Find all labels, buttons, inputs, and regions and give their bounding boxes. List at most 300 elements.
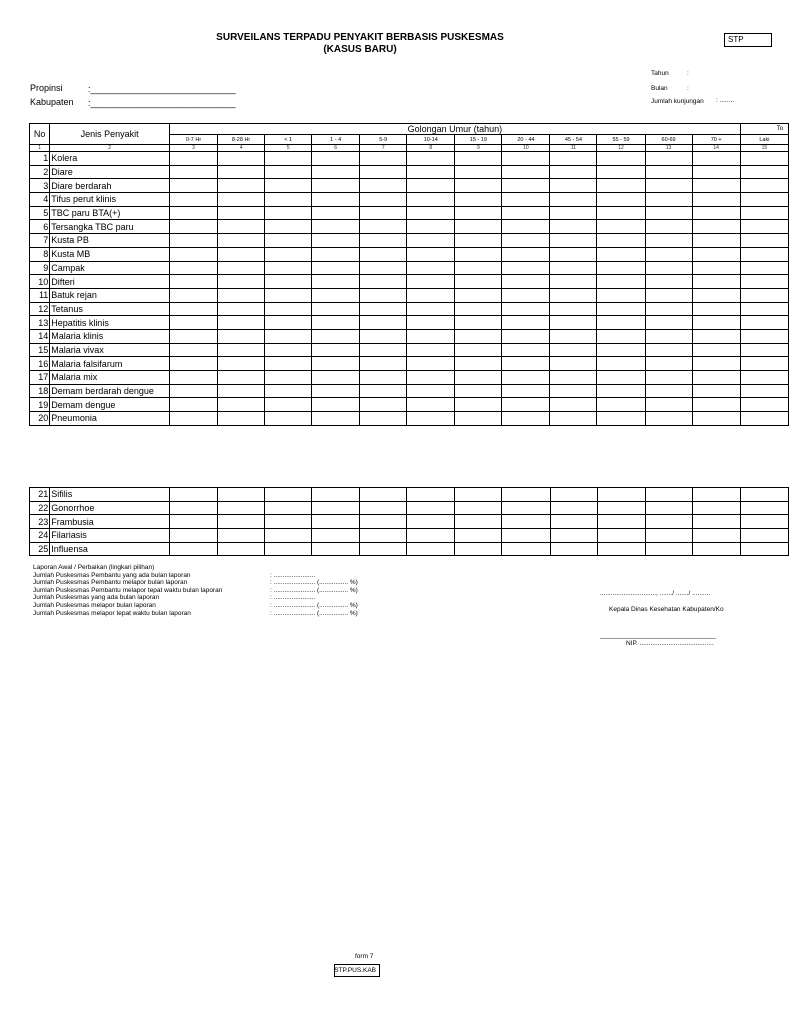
- case-count-cell[interactable]: [502, 329, 550, 343]
- case-count-cell[interactable]: [218, 234, 265, 248]
- case-count-cell[interactable]: [407, 515, 455, 529]
- case-count-cell[interactable]: [407, 542, 455, 556]
- case-count-cell[interactable]: [407, 412, 455, 426]
- case-count-cell[interactable]: [645, 398, 692, 412]
- case-count-cell[interactable]: [692, 234, 740, 248]
- case-count-cell[interactable]: [645, 179, 692, 193]
- case-count-cell[interactable]: [550, 275, 597, 289]
- case-count-cell[interactable]: [312, 179, 360, 193]
- case-count-cell[interactable]: [407, 234, 455, 248]
- case-count-cell[interactable]: [218, 488, 265, 502]
- case-count-cell[interactable]: [692, 501, 740, 515]
- case-count-cell[interactable]: [265, 529, 312, 543]
- case-count-cell[interactable]: [455, 488, 502, 502]
- case-count-cell[interactable]: [502, 165, 550, 179]
- case-count-cell[interactable]: [170, 542, 218, 556]
- case-count-cell[interactable]: [312, 247, 360, 261]
- case-count-cell[interactable]: [502, 343, 550, 357]
- case-count-cell[interactable]: [312, 398, 360, 412]
- case-count-cell[interactable]: [170, 275, 218, 289]
- case-count-cell[interactable]: [740, 488, 788, 502]
- case-count-cell[interactable]: [692, 529, 740, 543]
- case-count-cell[interactable]: [265, 288, 312, 302]
- case-count-cell[interactable]: [692, 288, 740, 302]
- case-count-cell[interactable]: [597, 165, 645, 179]
- footer-value[interactable]: : .......................: [270, 571, 316, 579]
- case-count-cell[interactable]: [740, 501, 788, 515]
- case-count-cell[interactable]: [502, 206, 550, 220]
- case-count-cell[interactable]: [692, 488, 740, 502]
- case-count-cell[interactable]: [692, 206, 740, 220]
- case-count-cell[interactable]: [218, 165, 265, 179]
- case-count-cell[interactable]: [692, 357, 740, 371]
- case-count-cell[interactable]: [597, 371, 645, 385]
- case-count-cell[interactable]: [597, 234, 645, 248]
- footer-value[interactable]: : ....................... (................ %): [270, 609, 358, 617]
- case-count-cell[interactable]: [692, 398, 740, 412]
- case-count-cell[interactable]: [360, 206, 407, 220]
- case-count-cell[interactable]: [265, 488, 312, 502]
- case-count-cell[interactable]: [407, 398, 455, 412]
- case-count-cell[interactable]: [360, 515, 407, 529]
- case-count-cell[interactable]: [265, 357, 312, 371]
- case-count-cell[interactable]: [740, 529, 788, 543]
- case-count-cell[interactable]: [550, 261, 597, 275]
- case-count-cell[interactable]: [360, 542, 407, 556]
- case-count-cell[interactable]: [597, 193, 645, 207]
- case-count-cell[interactable]: [170, 316, 218, 330]
- case-count-cell[interactable]: [312, 302, 360, 316]
- case-count-cell[interactable]: [360, 488, 407, 502]
- case-count-cell[interactable]: [740, 302, 788, 316]
- case-count-cell[interactable]: [645, 152, 692, 166]
- case-count-cell[interactable]: [597, 316, 645, 330]
- case-count-cell[interactable]: [740, 371, 788, 385]
- case-count-cell[interactable]: [455, 371, 502, 385]
- case-count-cell[interactable]: [218, 412, 265, 426]
- case-count-cell[interactable]: [692, 261, 740, 275]
- case-count-cell[interactable]: [455, 529, 502, 543]
- case-count-cell[interactable]: [550, 529, 597, 543]
- case-count-cell[interactable]: [502, 220, 550, 234]
- case-count-cell[interactable]: [597, 179, 645, 193]
- case-count-cell[interactable]: [455, 193, 502, 207]
- case-count-cell[interactable]: [360, 247, 407, 261]
- case-count-cell[interactable]: [265, 329, 312, 343]
- case-count-cell[interactable]: [692, 275, 740, 289]
- case-count-cell[interactable]: [502, 261, 550, 275]
- case-count-cell[interactable]: [407, 206, 455, 220]
- case-count-cell[interactable]: [170, 343, 218, 357]
- case-count-cell[interactable]: [407, 220, 455, 234]
- case-count-cell[interactable]: [645, 220, 692, 234]
- case-count-cell[interactable]: [407, 165, 455, 179]
- case-count-cell[interactable]: [502, 398, 550, 412]
- case-count-cell[interactable]: [692, 515, 740, 529]
- case-count-cell[interactable]: [407, 371, 455, 385]
- case-count-cell[interactable]: [218, 398, 265, 412]
- province-field[interactable]: :_____________________________: [88, 84, 236, 94]
- case-count-cell[interactable]: [218, 371, 265, 385]
- case-count-cell[interactable]: [550, 288, 597, 302]
- footer-value[interactable]: : ....................... (................ %): [270, 601, 358, 609]
- case-count-cell[interactable]: [502, 179, 550, 193]
- case-count-cell[interactable]: [740, 398, 788, 412]
- case-count-cell[interactable]: [645, 501, 692, 515]
- case-count-cell[interactable]: [597, 275, 645, 289]
- case-count-cell[interactable]: [312, 152, 360, 166]
- case-count-cell[interactable]: [265, 179, 312, 193]
- case-count-cell[interactable]: [312, 529, 360, 543]
- case-count-cell[interactable]: [455, 165, 502, 179]
- place-date-field[interactable]: ..............................., ......./ ......./ ..........: [600, 590, 711, 597]
- case-count-cell[interactable]: [597, 329, 645, 343]
- case-count-cell[interactable]: [265, 275, 312, 289]
- case-count-cell[interactable]: [312, 329, 360, 343]
- case-count-cell[interactable]: [407, 316, 455, 330]
- case-count-cell[interactable]: [312, 412, 360, 426]
- case-count-cell[interactable]: [218, 329, 265, 343]
- case-count-cell[interactable]: [692, 302, 740, 316]
- case-count-cell[interactable]: [170, 488, 218, 502]
- case-count-cell[interactable]: [265, 193, 312, 207]
- case-count-cell[interactable]: [740, 288, 788, 302]
- case-count-cell[interactable]: [502, 234, 550, 248]
- case-count-cell[interactable]: [455, 302, 502, 316]
- case-count-cell[interactable]: [218, 261, 265, 275]
- case-count-cell[interactable]: [455, 179, 502, 193]
- case-count-cell[interactable]: [455, 275, 502, 289]
- case-count-cell[interactable]: [218, 343, 265, 357]
- case-count-cell[interactable]: [692, 343, 740, 357]
- case-count-cell[interactable]: [265, 316, 312, 330]
- case-count-cell[interactable]: [740, 165, 788, 179]
- case-count-cell[interactable]: [740, 234, 788, 248]
- case-count-cell[interactable]: [360, 357, 407, 371]
- case-count-cell[interactable]: [740, 275, 788, 289]
- case-count-cell[interactable]: [740, 179, 788, 193]
- case-count-cell[interactable]: [407, 329, 455, 343]
- case-count-cell[interactable]: [170, 529, 218, 543]
- case-count-cell[interactable]: [502, 515, 550, 529]
- case-count-cell[interactable]: [170, 501, 218, 515]
- case-count-cell[interactable]: [455, 542, 502, 556]
- case-count-cell[interactable]: [218, 193, 265, 207]
- case-count-cell[interactable]: [170, 371, 218, 385]
- case-count-cell[interactable]: [312, 488, 360, 502]
- case-count-cell[interactable]: [550, 412, 597, 426]
- case-count-cell[interactable]: [597, 529, 645, 543]
- case-count-cell[interactable]: [740, 329, 788, 343]
- case-count-cell[interactable]: [170, 220, 218, 234]
- case-count-cell[interactable]: [740, 542, 788, 556]
- case-count-cell[interactable]: [218, 384, 265, 398]
- case-count-cell[interactable]: [692, 412, 740, 426]
- case-count-cell[interactable]: [502, 488, 550, 502]
- case-count-cell[interactable]: [218, 247, 265, 261]
- case-count-cell[interactable]: [455, 412, 502, 426]
- case-count-cell[interactable]: [740, 357, 788, 371]
- case-count-cell[interactable]: [692, 316, 740, 330]
- case-count-cell[interactable]: [645, 165, 692, 179]
- case-count-cell[interactable]: [740, 515, 788, 529]
- case-count-cell[interactable]: [692, 542, 740, 556]
- case-count-cell[interactable]: [502, 371, 550, 385]
- case-count-cell[interactable]: [645, 316, 692, 330]
- case-count-cell[interactable]: [407, 152, 455, 166]
- case-count-cell[interactable]: [645, 488, 692, 502]
- case-count-cell[interactable]: [597, 488, 645, 502]
- case-count-cell[interactable]: [550, 398, 597, 412]
- case-count-cell[interactable]: [218, 529, 265, 543]
- case-count-cell[interactable]: [550, 247, 597, 261]
- case-count-cell[interactable]: [407, 288, 455, 302]
- year-field[interactable]: :: [687, 70, 689, 77]
- case-count-cell[interactable]: [692, 384, 740, 398]
- case-count-cell[interactable]: [502, 302, 550, 316]
- case-count-cell[interactable]: [692, 371, 740, 385]
- case-count-cell[interactable]: [692, 165, 740, 179]
- case-count-cell[interactable]: [360, 193, 407, 207]
- case-count-cell[interactable]: [502, 288, 550, 302]
- case-count-cell[interactable]: [597, 220, 645, 234]
- case-count-cell[interactable]: [550, 357, 597, 371]
- footer-value[interactable]: : ....................... (................ %): [270, 579, 358, 587]
- case-count-cell[interactable]: [407, 384, 455, 398]
- case-count-cell[interactable]: [170, 247, 218, 261]
- case-count-cell[interactable]: [502, 384, 550, 398]
- case-count-cell[interactable]: [170, 206, 218, 220]
- case-count-cell[interactable]: [597, 152, 645, 166]
- case-count-cell[interactable]: [265, 542, 312, 556]
- case-count-cell[interactable]: [740, 343, 788, 357]
- case-count-cell[interactable]: [645, 371, 692, 385]
- case-count-cell[interactable]: [550, 515, 597, 529]
- case-count-cell[interactable]: [218, 220, 265, 234]
- case-count-cell[interactable]: [218, 501, 265, 515]
- case-count-cell[interactable]: [550, 343, 597, 357]
- case-count-cell[interactable]: [455, 384, 502, 398]
- case-count-cell[interactable]: [740, 193, 788, 207]
- case-count-cell[interactable]: [692, 329, 740, 343]
- case-count-cell[interactable]: [218, 316, 265, 330]
- case-count-cell[interactable]: [170, 288, 218, 302]
- case-count-cell[interactable]: [360, 384, 407, 398]
- case-count-cell[interactable]: [360, 261, 407, 275]
- case-count-cell[interactable]: [218, 357, 265, 371]
- case-count-cell[interactable]: [455, 357, 502, 371]
- case-count-cell[interactable]: [550, 501, 597, 515]
- case-count-cell[interactable]: [455, 316, 502, 330]
- case-count-cell[interactable]: [645, 384, 692, 398]
- case-count-cell[interactable]: [550, 371, 597, 385]
- case-count-cell[interactable]: [360, 529, 407, 543]
- case-count-cell[interactable]: [597, 357, 645, 371]
- case-count-cell[interactable]: [692, 193, 740, 207]
- case-count-cell[interactable]: [407, 302, 455, 316]
- case-count-cell[interactable]: [455, 288, 502, 302]
- case-count-cell[interactable]: [218, 206, 265, 220]
- case-count-cell[interactable]: [597, 247, 645, 261]
- case-count-cell[interactable]: [550, 179, 597, 193]
- case-count-cell[interactable]: [740, 152, 788, 166]
- case-count-cell[interactable]: [170, 165, 218, 179]
- case-count-cell[interactable]: [502, 193, 550, 207]
- case-count-cell[interactable]: [170, 357, 218, 371]
- case-count-cell[interactable]: [170, 261, 218, 275]
- case-count-cell[interactable]: [597, 343, 645, 357]
- case-count-cell[interactable]: [550, 193, 597, 207]
- case-count-cell[interactable]: [407, 501, 455, 515]
- case-count-cell[interactable]: [265, 261, 312, 275]
- case-count-cell[interactable]: [692, 220, 740, 234]
- case-count-cell[interactable]: [550, 329, 597, 343]
- case-count-cell[interactable]: [502, 529, 550, 543]
- case-count-cell[interactable]: [265, 206, 312, 220]
- case-count-cell[interactable]: [502, 275, 550, 289]
- case-count-cell[interactable]: [312, 384, 360, 398]
- case-count-cell[interactable]: [265, 220, 312, 234]
- case-count-cell[interactable]: [360, 220, 407, 234]
- case-count-cell[interactable]: [170, 329, 218, 343]
- case-count-cell[interactable]: [407, 179, 455, 193]
- case-count-cell[interactable]: [407, 193, 455, 207]
- case-count-cell[interactable]: [312, 261, 360, 275]
- case-count-cell[interactable]: [645, 529, 692, 543]
- case-count-cell[interactable]: [312, 165, 360, 179]
- case-count-cell[interactable]: [312, 220, 360, 234]
- case-count-cell[interactable]: [502, 152, 550, 166]
- case-count-cell[interactable]: [550, 220, 597, 234]
- case-count-cell[interactable]: [455, 398, 502, 412]
- case-count-cell[interactable]: [218, 302, 265, 316]
- case-count-cell[interactable]: [170, 412, 218, 426]
- case-count-cell[interactable]: [265, 152, 312, 166]
- case-count-cell[interactable]: [360, 152, 407, 166]
- case-count-cell[interactable]: [312, 501, 360, 515]
- case-count-cell[interactable]: [692, 247, 740, 261]
- case-count-cell[interactable]: [218, 515, 265, 529]
- case-count-cell[interactable]: [645, 234, 692, 248]
- case-count-cell[interactable]: [312, 515, 360, 529]
- case-count-cell[interactable]: [360, 234, 407, 248]
- visits-field[interactable]: : ........: [716, 97, 735, 104]
- case-count-cell[interactable]: [740, 316, 788, 330]
- case-count-cell[interactable]: [360, 371, 407, 385]
- case-count-cell[interactable]: [597, 501, 645, 515]
- case-count-cell[interactable]: [502, 412, 550, 426]
- case-count-cell[interactable]: [218, 152, 265, 166]
- case-count-cell[interactable]: [218, 179, 265, 193]
- case-count-cell[interactable]: [597, 412, 645, 426]
- case-count-cell[interactable]: [360, 398, 407, 412]
- case-count-cell[interactable]: [455, 247, 502, 261]
- case-count-cell[interactable]: [265, 384, 312, 398]
- case-count-cell[interactable]: [740, 220, 788, 234]
- case-count-cell[interactable]: [550, 234, 597, 248]
- case-count-cell[interactable]: [312, 206, 360, 220]
- case-count-cell[interactable]: [407, 357, 455, 371]
- case-count-cell[interactable]: [407, 343, 455, 357]
- case-count-cell[interactable]: [502, 357, 550, 371]
- case-count-cell[interactable]: [360, 343, 407, 357]
- case-count-cell[interactable]: [645, 515, 692, 529]
- case-count-cell[interactable]: [740, 384, 788, 398]
- case-count-cell[interactable]: [360, 316, 407, 330]
- case-count-cell[interactable]: [550, 542, 597, 556]
- case-count-cell[interactable]: [550, 165, 597, 179]
- case-count-cell[interactable]: [407, 275, 455, 289]
- case-count-cell[interactable]: [407, 488, 455, 502]
- case-count-cell[interactable]: [407, 261, 455, 275]
- case-count-cell[interactable]: [645, 247, 692, 261]
- case-count-cell[interactable]: [740, 206, 788, 220]
- case-count-cell[interactable]: [502, 316, 550, 330]
- case-count-cell[interactable]: [455, 261, 502, 275]
- case-count-cell[interactable]: [455, 220, 502, 234]
- case-count-cell[interactable]: [550, 316, 597, 330]
- regency-field[interactable]: :_____________________________: [88, 98, 236, 108]
- case-count-cell[interactable]: [597, 261, 645, 275]
- case-count-cell[interactable]: [170, 152, 218, 166]
- case-count-cell[interactable]: [740, 247, 788, 261]
- case-count-cell[interactable]: [312, 542, 360, 556]
- case-count-cell[interactable]: [360, 165, 407, 179]
- case-count-cell[interactable]: [265, 165, 312, 179]
- case-count-cell[interactable]: [170, 234, 218, 248]
- case-count-cell[interactable]: [265, 515, 312, 529]
- case-count-cell[interactable]: [170, 515, 218, 529]
- case-count-cell[interactable]: [597, 398, 645, 412]
- case-count-cell[interactable]: [645, 206, 692, 220]
- case-count-cell[interactable]: [645, 329, 692, 343]
- case-count-cell[interactable]: [597, 542, 645, 556]
- case-count-cell[interactable]: [645, 288, 692, 302]
- case-count-cell[interactable]: [312, 275, 360, 289]
- case-count-cell[interactable]: [312, 316, 360, 330]
- case-count-cell[interactable]: [550, 152, 597, 166]
- case-count-cell[interactable]: [218, 288, 265, 302]
- case-count-cell[interactable]: [265, 302, 312, 316]
- case-count-cell[interactable]: [218, 542, 265, 556]
- case-count-cell[interactable]: [645, 343, 692, 357]
- case-count-cell[interactable]: [455, 234, 502, 248]
- case-count-cell[interactable]: [265, 371, 312, 385]
- case-count-cell[interactable]: [550, 302, 597, 316]
- case-count-cell[interactable]: [645, 357, 692, 371]
- case-count-cell[interactable]: [265, 343, 312, 357]
- case-count-cell[interactable]: [502, 501, 550, 515]
- case-count-cell[interactable]: [360, 412, 407, 426]
- nip-field[interactable]: NIP. .........................................: [626, 640, 714, 647]
- case-count-cell[interactable]: [645, 302, 692, 316]
- case-count-cell[interactable]: [550, 206, 597, 220]
- case-count-cell[interactable]: [170, 384, 218, 398]
- case-count-cell[interactable]: [360, 275, 407, 289]
- footer-value[interactable]: : .......................: [270, 594, 316, 602]
- case-count-cell[interactable]: [407, 247, 455, 261]
- case-count-cell[interactable]: [265, 398, 312, 412]
- case-count-cell[interactable]: [597, 515, 645, 529]
- case-count-cell[interactable]: [360, 302, 407, 316]
- case-count-cell[interactable]: [455, 206, 502, 220]
- case-count-cell[interactable]: [265, 234, 312, 248]
- case-count-cell[interactable]: [265, 412, 312, 426]
- case-count-cell[interactable]: [645, 193, 692, 207]
- case-count-cell[interactable]: [455, 329, 502, 343]
- case-count-cell[interactable]: [218, 275, 265, 289]
- case-count-cell[interactable]: [312, 234, 360, 248]
